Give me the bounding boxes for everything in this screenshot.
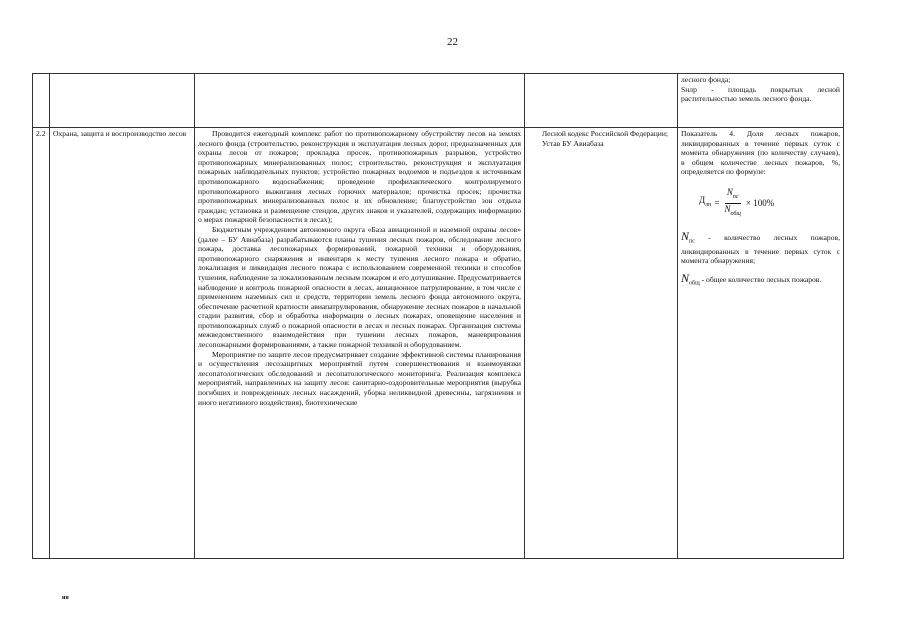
footer-mark: ия bbox=[62, 595, 69, 601]
formula-lhs: $Д_{лп}$ bbox=[699, 195, 712, 209]
row-title: Охрана, защита и воспроизводство лесов bbox=[50, 128, 195, 559]
formula-numerator: $N_{пс}$ bbox=[725, 187, 741, 204]
continuation-cell-description bbox=[195, 74, 525, 128]
row-indicator bbox=[678, 128, 844, 559]
description-paragraph-2: Бюджетным учреждением автономного округа «База авиационной и наземной охраны лесов» (далее – БУ Авиабаза) разрабатываются планы тушения лесных пожаров, обследование лесного пожара, доставка лесопожарных формирований, пожарной техники и оборудования, противопожарного снаряжения и инвентаря к месту тушения лесного пожара и обратно, локализация и ликвидация лесного пожара с использованием современной техники и способов тушения, наблюдение за локализованным лесным пожаром и его дотушивание. Предусматривается наблюдение и контроль пожарной опасности в лесах, авиационное патрулирование, в том числе с применением наземных сил и средств, территории земель лесного фонда автономного округа, обеспечение расчетной кратности авиапатрулирования, обнаружение лесных пожаров в начальной стадии развития, сбор и обработка информации о лесных пожарах, оповещение населения и противопожарных служб о пожарной опасности в лесах и лесных пожарах. Организация системы межведомственного взаимодействия при тушении лесных пожаров, маневрирования лесопожарными формированиями, а также пожарной техникой и оборудованием. bbox=[198, 224, 521, 350]
page-number: 22 bbox=[447, 36, 458, 48]
continuation-cell-indicator bbox=[678, 74, 844, 128]
legal-basis-2: Устав БУ Авиабаза bbox=[542, 138, 604, 148]
formula-equals: = bbox=[714, 197, 720, 208]
table-row bbox=[33, 128, 844, 559]
continuation-text-2: Sнлр - площадь покрытых лесной растительностью земель лесного фонда. bbox=[681, 84, 840, 104]
indicator-text: Показатель 4. Доля лесных пожаров, ликвидированных в течение первых суток с момента обнаружения (по количеству случаев), в общем количестве лесных пожаров, %, определяется по формуле: bbox=[681, 129, 840, 177]
formula-fraction bbox=[722, 187, 742, 220]
formula-denominator: $N_{общ}$ bbox=[724, 203, 741, 217]
formula-times: × 100% bbox=[745, 197, 775, 208]
legal-basis-1: Лесной кодекс Российской Федерации; bbox=[542, 129, 669, 138]
variable-definition-1: $N_{пс}$ - количество лесных пожаров, ликвидированных в течение первых суток с момента обнаружения; bbox=[681, 228, 840, 266]
variable-definition-2: $N_{общ}$ - общее количество лесных пожаров. bbox=[681, 270, 822, 287]
description-paragraph-3: Мероприятие по защите лесов предусматривает создание эффективной системы планирования и осуществления лесозащитных мероприятий путем совершенствования и взаимоувязки лесопатологических обследований и лесопатологического мониторинга. Реализация комплекса мероприятий, направленных на защиту лесов: санитарно-оздоровительные мероприятия (вырубка погибших и поврежденных лесных насаждений, уборка неликвидной древесины, загрязнения и иного негативного воздействия), биотехнические bbox=[198, 349, 521, 407]
continuation-cell-title bbox=[50, 74, 195, 128]
continuation-row bbox=[33, 74, 844, 128]
continuation-cell-legal bbox=[525, 74, 678, 128]
indicator-formula bbox=[699, 187, 840, 220]
row-description bbox=[195, 128, 525, 559]
continuation-cell-num bbox=[33, 74, 50, 128]
row-legal-basis bbox=[525, 128, 678, 559]
description-paragraph-1: Проводится ежегодный комплекс работ по противопожарному обустройству лесов на землях лесного фонда (строительство, реконструкция и эксплуатация лесных дорог, предназначенных для охраны лесов от пожаров; прокладка просек, противопожарных разрывов, устройство противопожарных минерализованных полос; строительство, реконструкция и эксплуатация пожарных наблюдательных пунктов; устройство пожарных водоемов и подъездов к источникам противопожарного водоснабжения; проведение профилактического контролируемого противопожарного выжигания лесных горючих материалов; прочистка просек; прочистка противопожарных минерализованных полос и их обновление; благоустройство зон отдыха граждан; установка и размещение стендов, других знаков и указателей, содержащих информацию о мерах пожарной безопасности в лесах); bbox=[198, 129, 521, 225]
program-table bbox=[32, 73, 844, 559]
continuation-text-1: лесного фонда; bbox=[681, 75, 731, 84]
row-number: 2.2 bbox=[33, 128, 50, 559]
